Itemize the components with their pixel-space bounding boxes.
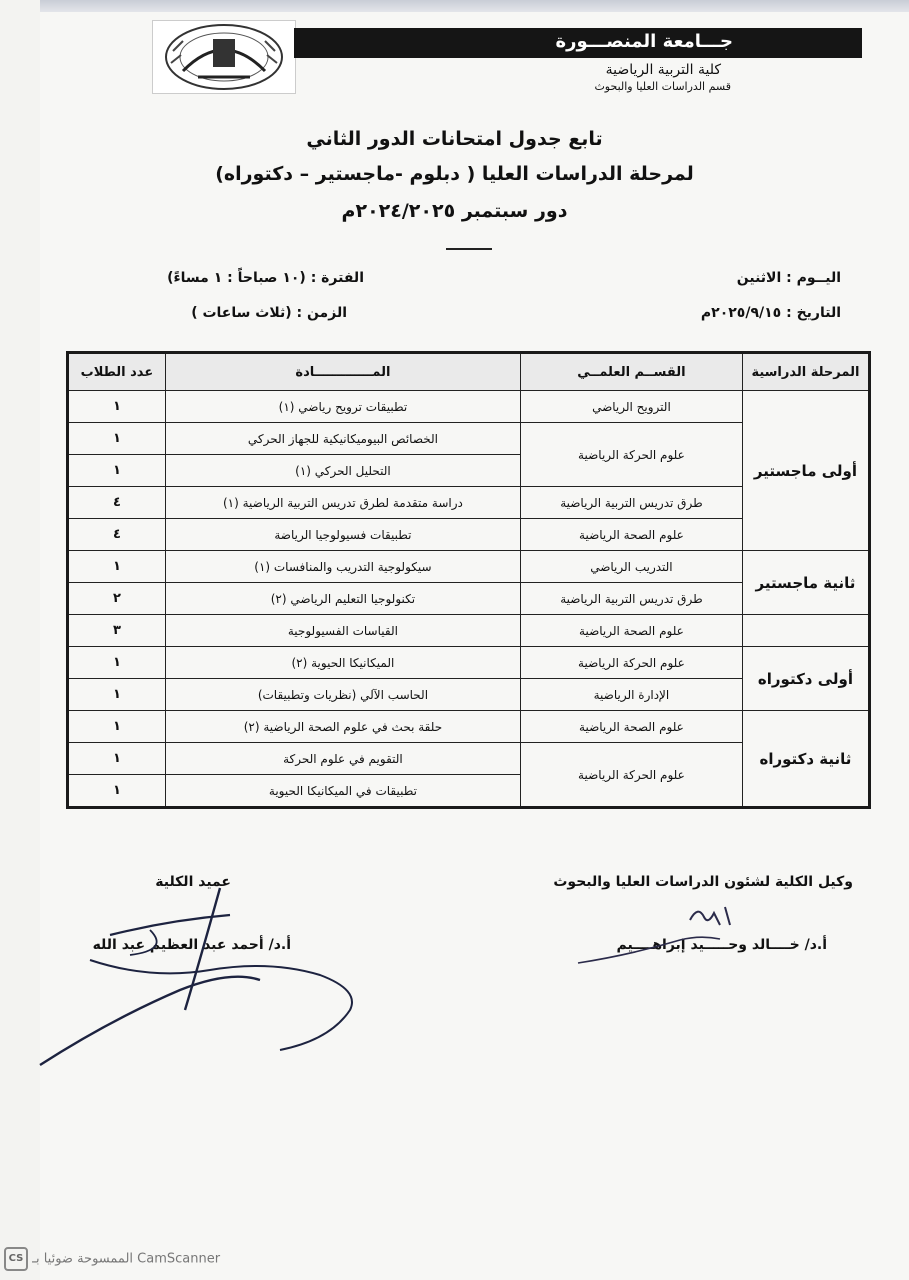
table-row bbox=[68, 551, 870, 583]
vice-dean-name: أ.د/ خــــالد وحـــــيد إبراهــــيم bbox=[616, 937, 827, 953]
subject-cell: تكنولوجيا التعليم الرياضي (٢) bbox=[165, 583, 520, 615]
scanner-text: الممسوحة ضوئيا بـ CamScanner bbox=[32, 1251, 221, 1267]
faculty-logo bbox=[152, 20, 296, 94]
camscanner-watermark bbox=[4, 1247, 220, 1271]
exam-schedule-table bbox=[66, 351, 871, 809]
count-cell: ١ bbox=[68, 391, 166, 423]
stage-cell: أولى دكتوراه bbox=[742, 647, 869, 711]
title-line-3: دور سبتمبر ٢٠٢٤/٢٠٢٥م bbox=[341, 200, 568, 222]
subject-cell: الحاسب الآلي (نظريات وتطبيقات) bbox=[165, 679, 520, 711]
faculty-name: كلية التربية الرياضية bbox=[605, 62, 721, 78]
table-header-row bbox=[68, 353, 870, 391]
header-stage: المرحلة الدراسية bbox=[742, 353, 869, 391]
subject-cell: التقويم في علوم الحركة bbox=[165, 743, 520, 775]
subject-cell: التحليل الحركي (١) bbox=[165, 455, 520, 487]
exam-day: اليــوم : الاثنين bbox=[736, 270, 841, 286]
title-line-2: لمرحلة الدراسات العليا ( دبلوم -ماجستير – دكتوراه) bbox=[215, 163, 694, 185]
department-cell: علوم الحركة الرياضية bbox=[520, 743, 742, 808]
vice-dean-signature-icon bbox=[570, 895, 750, 970]
stage-cell: ثانية دكتوراه bbox=[742, 711, 869, 808]
university-name: جـــامعة المنصـــورة bbox=[555, 31, 733, 52]
count-cell: ١ bbox=[68, 423, 166, 455]
count-cell: ١ bbox=[68, 743, 166, 775]
department-name: قسم الدراسات العليا والبحوث bbox=[594, 80, 731, 93]
subject-cell: الميكانيكا الحيوية (٢) bbox=[165, 647, 520, 679]
subject-cell: حلقة بحث في علوم الصحة الرياضية (٢) bbox=[165, 711, 520, 743]
department-cell: علوم الصحة الرياضية bbox=[520, 711, 742, 743]
department-cell: علوم الحركة الرياضية bbox=[520, 647, 742, 679]
department-cell: الترويح الرياضي bbox=[520, 391, 742, 423]
table-row bbox=[68, 711, 870, 743]
subject-cell: تطبيقات ترويح رياضي (١) bbox=[165, 391, 520, 423]
header-department: القســم العلمــي bbox=[520, 353, 742, 391]
dean-signature-icon bbox=[30, 880, 380, 1070]
department-cell: طرق تدريس التربية الرياضية bbox=[520, 583, 742, 615]
stage-cell: أولى ماجستير bbox=[742, 391, 869, 551]
table-row bbox=[68, 647, 870, 679]
camscanner-logo-icon: CS bbox=[4, 1247, 28, 1271]
logo-emblem-icon bbox=[153, 21, 295, 93]
subject-cell: الخصائص البيوميكانيكية للجهاز الحركي bbox=[165, 423, 520, 455]
department-cell: علوم الصحة الرياضية bbox=[520, 519, 742, 551]
count-cell: ١ bbox=[68, 551, 166, 583]
department-cell: علوم الحركة الرياضية bbox=[520, 423, 742, 487]
dean-title: عميد الكلية bbox=[155, 874, 231, 890]
count-cell: ٣ bbox=[68, 615, 166, 647]
dean-name: أ.د/ أحمد عبد العظيم عبد الله bbox=[92, 937, 291, 953]
subject-cell: سيكولوجية التدريب والمنافسات (١) bbox=[165, 551, 520, 583]
subject-cell: القياسات الفسيولوجية bbox=[165, 615, 520, 647]
count-cell: ٢ bbox=[68, 583, 166, 615]
vice-dean-title: وكيل الكلية لشئون الدراسات العليا والبحوث bbox=[553, 874, 853, 890]
header-count: عدد الطلاب bbox=[68, 353, 166, 391]
department-cell: التدريب الرياضي bbox=[520, 551, 742, 583]
department-cell: علوم الصحة الرياضية bbox=[520, 615, 742, 647]
count-cell: ٤ bbox=[68, 519, 166, 551]
count-cell: ١ bbox=[68, 711, 166, 743]
department-cell: طرق تدريس التربية الرياضية bbox=[520, 487, 742, 519]
table-row bbox=[68, 615, 870, 647]
count-cell: ٤ bbox=[68, 487, 166, 519]
count-cell: ١ bbox=[68, 679, 166, 711]
department-cell: الإدارة الرياضية bbox=[520, 679, 742, 711]
exam-date: التاريخ : ٢٠٢٥/٩/١٥م bbox=[700, 305, 841, 321]
stage-cell: ثانية ماجستير bbox=[742, 551, 869, 615]
title-line-1: تابع جدول امتحانات الدور الثاني bbox=[306, 128, 603, 150]
count-cell: ١ bbox=[68, 455, 166, 487]
exam-duration: الزمن : (ثلاث ساعات ) bbox=[191, 305, 347, 321]
header-subject: المـــــــــــــادة bbox=[165, 353, 520, 391]
count-cell: ١ bbox=[68, 647, 166, 679]
subject-cell: تطبيقات فسيولوجيا الرياضة bbox=[165, 519, 520, 551]
title-divider bbox=[446, 248, 492, 250]
count-cell: ١ bbox=[68, 775, 166, 808]
subject-cell: دراسة متقدمة لطرق تدريس التربية الرياضية (١) bbox=[165, 487, 520, 519]
subject-cell: تطبيقات في الميكانيكا الحيوية bbox=[165, 775, 520, 808]
exam-period: الفترة : (١٠ صباحاً : ١ مساءً) bbox=[167, 270, 364, 286]
table-row bbox=[68, 391, 870, 423]
stage-cell-empty bbox=[742, 615, 869, 647]
